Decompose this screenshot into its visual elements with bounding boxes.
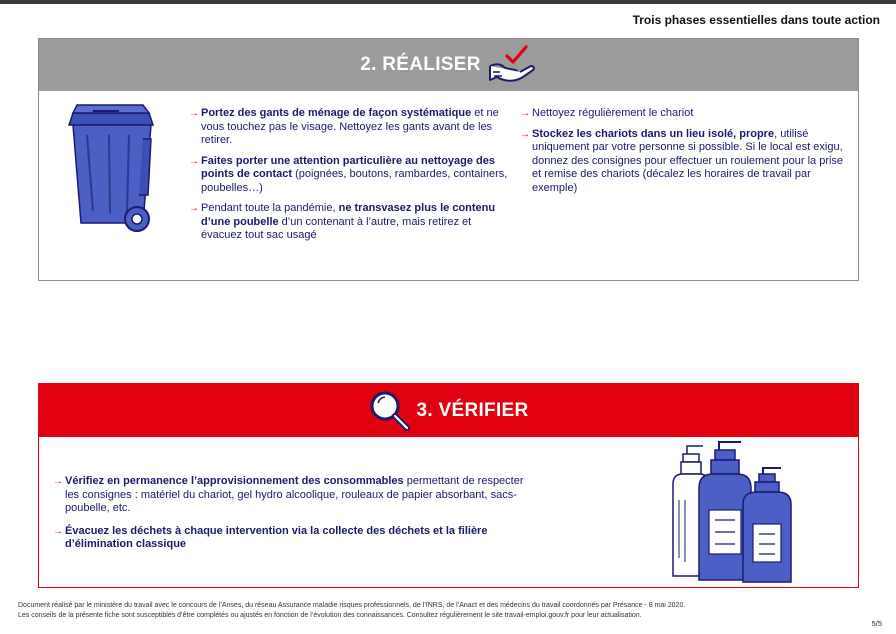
arrow-icon: →	[53, 525, 63, 537]
page-number: 5/5	[871, 619, 882, 628]
item-bold-text: Portez des gants de ménage de façon systématique	[201, 107, 472, 119]
item-text: Nettoyez régulièrement le chariot	[532, 107, 694, 119]
footer-credits	[18, 601, 818, 621]
list-item	[189, 202, 515, 243]
arrow-icon: →	[520, 108, 530, 119]
magnifier-icon	[368, 389, 412, 433]
list-item	[520, 107, 850, 121]
arrow-icon: →	[189, 203, 199, 214]
hand-check-icon	[487, 44, 537, 86]
item-bold-text: Faites porter une attention particulière au nettoyage des points de contact	[201, 154, 496, 180]
item-bold-text: Évacuez les déchets à chaque intervention via la collecte des déchets et la filière d’élimination classique	[65, 524, 488, 550]
item-bold-text: Stockez les chariots dans un lieu isolé, propre	[532, 127, 775, 140]
list-item	[53, 525, 533, 552]
realiser-panel	[38, 38, 859, 281]
list-item	[189, 107, 515, 148]
top-bar	[0, 0, 896, 4]
realiser-title: 2. RÉALISER	[360, 54, 481, 75]
verifier-band	[39, 384, 858, 437]
trash-bin-icon	[63, 99, 163, 235]
arrow-icon: →	[53, 476, 63, 487]
arrow-icon: →	[520, 128, 530, 140]
footer-line-2: Les conseils de la présente fiche sont susceptibles d’être complétés ou ajustés en fonction de l’évolution des connaissances. Consultez régulièrement le site travail-emploi.gouv.fr pour leur actualisation.	[18, 612, 642, 619]
gel-bottles-icon	[663, 440, 803, 585]
arrow-icon: →	[189, 155, 199, 167]
verifier-column	[53, 475, 533, 561]
page-header-title: Trois phases essentielles dans toute action	[632, 13, 880, 27]
item-text: (poignées, boutons, rambardes, containers, poubelles…)	[201, 168, 508, 194]
list-item	[189, 155, 515, 196]
realiser-band	[39, 39, 858, 91]
item-text: permettant de respecter les consignes : matériel du chariot, gel hydro alcoolique, rouleaux de papier absorbant, sacs-poubelle, etc.	[65, 475, 524, 514]
item-bold-text: Vérifiez en permanence l’approvisionnement des consommables	[65, 475, 404, 487]
verifier-title: 3. VÉRIFIER	[416, 399, 529, 421]
item-text: d’un contenant à l’autre, mais retirez et évacuez tout sac usagé	[201, 215, 472, 241]
arrow-icon: →	[189, 108, 199, 119]
realiser-column-2	[520, 107, 850, 202]
realiser-column-1	[189, 107, 515, 250]
list-item	[520, 128, 850, 196]
item-bold-text: ne transvasez plus le contenu d’une poubelle	[201, 202, 496, 228]
footer-line-1: Document réalisé par le ministère du travail avec le concours de l’Anses, du réseau Assurance maladie risques professionnels, de l’INRS, de l’Anact et des médecins du travail coordonnés par Présance - 8 mai 2020.	[18, 602, 686, 609]
item-text: et ne vous touchez pas le visage. Nettoyez les gants avant de les retirer.	[201, 107, 499, 146]
list-item	[53, 475, 533, 516]
item-text: , utilisé uniquement par votre personne si possible. Si le local est exigu, donnez des consignes pour effectuer un roulement pour la prise et remise des chariots (décalez les horaires de travail par exemple)	[532, 127, 844, 194]
verifier-panel	[38, 383, 859, 588]
item-text: Pendant toute la pandémie,	[201, 202, 339, 214]
